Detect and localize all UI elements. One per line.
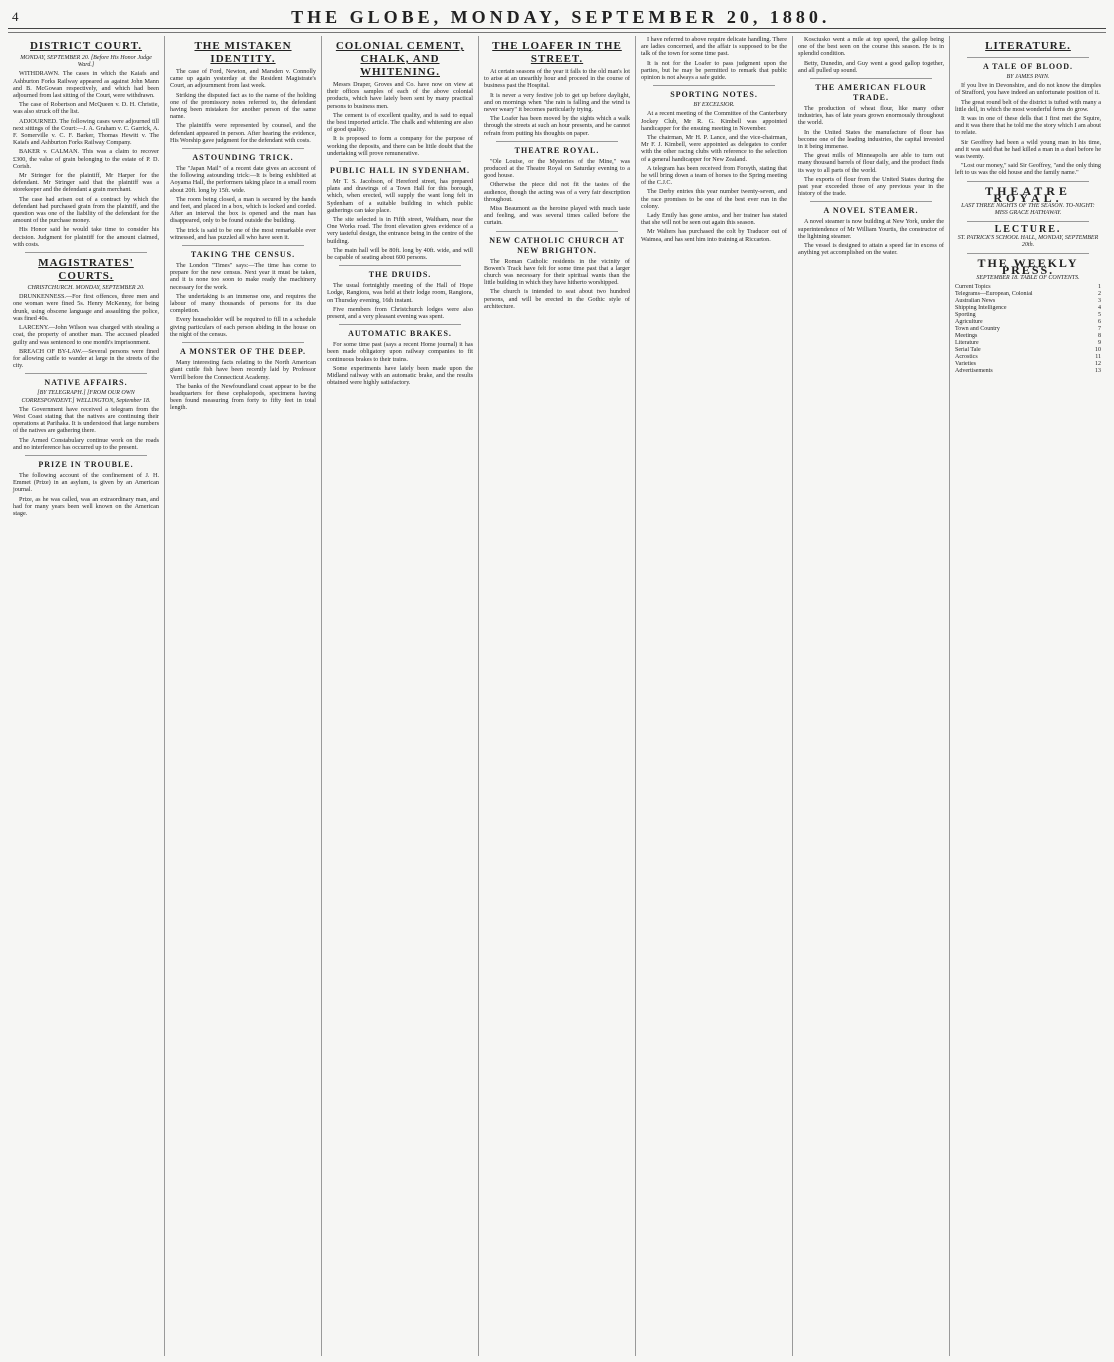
theatre-advert-text: LAST THREE NIGHTS OF THE SEASON. TO-NIGHT: MISS GRACE HATHAWAY. bbox=[961, 203, 1095, 217]
contents-label: Literature bbox=[955, 339, 979, 346]
article-paragraph: BAKER v. CALMAN. This was a claim to recover £300, the value of grain belonging to the estate of P. D. Corish. bbox=[13, 148, 159, 170]
weekly-press-subtitle: SEPTEMBER 18. TABLE OF CONTENTS. bbox=[976, 275, 1080, 282]
contents-label: Telegrams—European, Colonial bbox=[955, 290, 1033, 297]
article-paragraph: WITHDRAWN. The cases in which the Kaiafs and Ashburton Forks Railway appeared as against John Mann and B. McGowan respectively, and which had been adjourned from last sitting of the Court, were withdrawn. bbox=[13, 70, 159, 100]
article-paragraph: The usual fortnightly meeting of the Hall of Hope Lodge, Rangiora, was held at their lodge room, Rangiora, on Thursday evening, 16th instant. bbox=[327, 282, 473, 304]
article-paragraph: Prize, as he was called, was an extraordinary man, and had for many years been well known on the American stage. bbox=[13, 495, 159, 517]
section-divider bbox=[810, 201, 932, 202]
article-paragraph: The room being closed, a man is secured by the hands and feet, and placed in a box, which is locked and corded. After an interval the box is opened and the man has disappeared, only to be found outside the building. bbox=[170, 195, 316, 225]
article-paragraph: The case of Robertson and McQueen v. D. H. Christie, was also struck off the list. bbox=[13, 101, 159, 116]
article-paragraph: Mr Stringer for the plaintiff, Mr Harper for the defendant. Mr Stringer said that the plaintiff was a storekeeper and the defendant a grain merchant. bbox=[13, 172, 159, 194]
contents-page: 7 bbox=[1098, 325, 1101, 332]
article-paragraph: Striking the disputed fact as to the name of the holding one of the promissory notes referred to, the defendant having been mistaken for another person of the same name. bbox=[170, 91, 316, 121]
article-paragraph: The Roman Catholic residents in the vicinity of Bowen's Track have felt for some time past that a larger church was necessary for their spiritual wants than the little building in which they have hitherto worshipped. bbox=[484, 257, 630, 287]
article-paragraph: LARCENY.—John Wilson was charged with stealing a coat, the property of another man. The accused pleaded guilty and was sentenced to one month's imprisonment. bbox=[13, 324, 159, 346]
article-paragraph: Mr T. S. Jacobson, of Hereford street, has prepared plans and drawings of a Town Hall for this borough, which, when erected, will supply the want long felt in Sydenham of a suitable building in which public gatherings can take place. bbox=[327, 178, 473, 214]
weekly-press-title: THE WEEKLY PRESS. bbox=[977, 256, 1079, 278]
section-heading: COLONIAL CEMENT, CHALK, AND WHITENING. bbox=[335, 40, 465, 78]
column-4 bbox=[479, 36, 636, 1356]
section-heading: THE LOAFER IN THE STREET. bbox=[492, 40, 622, 65]
section-heading: THEATRE ROYAL. bbox=[514, 145, 600, 155]
contents-page: 8 bbox=[1098, 332, 1101, 339]
article-paragraph: DRUNKENNESS.—For first offences, three men and one woman were fined 5s. Henry McKenny, for being drunk, using obscene language and assaulting the police, was fined 40s. bbox=[13, 293, 159, 322]
article-paragraph: The Armed Constabulary continue work on the roads and no interference has occurred up to the present. bbox=[13, 436, 159, 451]
article-paragraph: The undertaking is an immense one, and requires the labour of many thousands of persons for its due completion. bbox=[170, 292, 316, 315]
section-heading: A TALE OF BLOOD. bbox=[982, 62, 1074, 71]
article-paragraph: Every householder will be required to fill in a schedule giving particulars of each person abiding in the house on the night of the census. bbox=[170, 316, 316, 338]
masthead bbox=[8, 6, 1106, 29]
article-paragraph: The main hall will be 80ft. long by 40ft. wide, and will be capable of seating about 600 persons. bbox=[327, 246, 473, 262]
theatre-advert-title: THEATRE ROYAL. bbox=[985, 183, 1071, 205]
contents-row bbox=[955, 340, 1101, 347]
article-paragraph: Some experiments have lately been made upon the Midland railway with an automatic brake, and the results obtained were highly satisfactory. bbox=[327, 364, 473, 387]
section-divider bbox=[25, 373, 147, 374]
section-heading: NEW CATHOLIC CHURCH AT NEW BRIGHTON. bbox=[489, 235, 625, 255]
article-paragraph: The church is intended to seat about two hundred persons, and will be erected in the Gothic style of architecture. bbox=[484, 288, 630, 310]
contents-label: Varieties bbox=[955, 360, 976, 367]
article-paragraph: The great round belt of the district is tufted with many a little dell, in which the most wonderful ferns do grow. bbox=[955, 98, 1101, 113]
section-subheading: BY JAMES PAYN. bbox=[1006, 74, 1050, 80]
section-divider bbox=[182, 342, 304, 343]
contents-page: 13 bbox=[1095, 367, 1101, 374]
contents-page: 11 bbox=[1095, 353, 1101, 360]
article-paragraph: The vessel is designed to attain a speed far in excess of anything yet accomplished on the water. bbox=[798, 242, 944, 257]
article-paragraph: At certain seasons of the year it falls to the old man's lot to arise at an unearthly hour and proceed in the course of business past the Hospital. bbox=[484, 68, 630, 90]
section-divider bbox=[967, 181, 1089, 182]
contents-label: Sporting bbox=[955, 311, 976, 318]
article-paragraph: The case of Ford, Newton, and Marsden v. Connolly came up again yesterday at the Resident Magistrate's Court, an adjournment from last week. bbox=[170, 68, 316, 90]
section-divider bbox=[339, 265, 461, 266]
column-3 bbox=[322, 36, 479, 1356]
article-paragraph: A telegram has been received from Forsyth, stating that he will bring down a team of horses to the Spring meeting of the C.J.C. bbox=[641, 164, 787, 187]
columns bbox=[8, 36, 1106, 1356]
article-paragraph: The Government have received a telegram from the West Coast stating that the natives are continuing their operations at Parihaka. It is understood that large numbers of the natives are gathering there. bbox=[13, 405, 159, 435]
section-heading: PRIZE IN TROUBLE. bbox=[38, 459, 134, 469]
contents-row bbox=[955, 326, 1101, 333]
article-paragraph: Many interesting facts relating to the North American giant cuttle fish have been recently laid by Professor Verrill before the Connecticut Academy. bbox=[170, 359, 316, 381]
column-7 bbox=[950, 36, 1106, 1356]
column-5 bbox=[636, 36, 793, 1356]
contents-label: Acrostics bbox=[955, 353, 978, 360]
section-divider bbox=[182, 148, 304, 149]
section-divider bbox=[967, 253, 1089, 254]
section-heading: A MONSTER OF THE DEEP. bbox=[180, 347, 306, 357]
article-paragraph: "Lost our money," said Sir Geoffrey, "and the only thing left to us was the old house and the family name." bbox=[955, 162, 1101, 177]
section-heading: SPORTING NOTES. bbox=[670, 90, 758, 100]
article-paragraph: The production of wheat flour, like many other industries, has of late years grown enormously throughout the world. bbox=[798, 105, 944, 127]
section-divider bbox=[339, 161, 461, 162]
article-paragraph: A novel steamer is now building at New York, under the superintendence of Mr William Yourtis, the constructor of the lightning steamer. bbox=[798, 218, 944, 240]
article-paragraph: The plaintiffs were represented by counsel, and the defendant appeared in person. After hearing the evidence, His Worship gave judgment for the defendant with costs. bbox=[170, 122, 316, 144]
section-heading: DISTRICT COURT. bbox=[29, 40, 142, 52]
contents-label: Current Topics bbox=[955, 283, 991, 290]
lecture-advert-text: ST. PATRICK'S SCHOOL HALL, MONDAY, SEPTEMBER 20th. bbox=[957, 234, 1099, 248]
article-paragraph: Sir Geoffrey had been a wild young man in his time, and it was said that he had killed a man in a duel before he was twenty. bbox=[955, 138, 1101, 161]
contents-label: Australian News bbox=[955, 297, 996, 304]
section-divider bbox=[496, 141, 618, 142]
contents-label: Serial Tale bbox=[955, 346, 981, 353]
contents-row bbox=[955, 298, 1101, 305]
section-heading: AUTOMATIC BRAKES. bbox=[348, 329, 452, 339]
section-heading: THE MISTAKEN IDENTITY. bbox=[194, 40, 292, 65]
article-paragraph: Mr Walters has purchased the colt by Traducer out of Waimea, and has sent him into training at Riccarton. bbox=[641, 228, 787, 243]
article-paragraph: The Derby entries this year number twenty-seven, and the race promises to be one of the best ever run in the colony. bbox=[641, 188, 787, 210]
article-paragraph: The case had arisen out of a contract by which the defendant had purchased grain from the plaintiff, and the question was one of the liability of the defendant for the amount of the purchase money. bbox=[13, 195, 159, 225]
article-paragraph: Kosciusko went a mile at top speed, the gallop being one of the best seen on the course this season. He is in splendid condition. bbox=[798, 36, 944, 58]
section-subheading: MONDAY, SEPTEMBER 20. [Before His Honor Judge Ward.] bbox=[20, 55, 152, 69]
section-divider bbox=[653, 85, 775, 86]
article-paragraph: Five members from Christchurch lodges were also present, and a very pleasant evening was spent. bbox=[327, 305, 473, 321]
contents-page: 1 bbox=[1098, 283, 1101, 290]
article-paragraph: The site selected is in Fifth street, Waltham, near the One Works road. The front elevation gives evidence of a very tasteful design, the entrance being in the centre of the building. bbox=[327, 216, 473, 245]
article-paragraph: For some time past (says a recent Home journal) it has been made obligatory upon railway companies to fit continuous brakes to their trains. bbox=[327, 341, 473, 363]
column-1 bbox=[8, 36, 165, 1356]
contents-row bbox=[955, 368, 1101, 375]
article-paragraph: The cement is of excellent quality, and is said to equal the best imported article. The chalk and whitening are also of good quality. bbox=[327, 111, 473, 134]
contents-row bbox=[955, 291, 1101, 298]
section-divider bbox=[339, 324, 461, 325]
contents-row bbox=[955, 333, 1101, 340]
contents-page: 12 bbox=[1095, 360, 1101, 367]
masthead-rule bbox=[8, 29, 1106, 33]
section-heading: THE AMERICAN FLOUR TRADE. bbox=[815, 83, 927, 103]
contents-page: 4 bbox=[1098, 304, 1101, 311]
article-paragraph: Betty, Dunedin, and Guy went a good gallop together, and all pulled up sound. bbox=[798, 59, 944, 74]
contents-label: Advertisements bbox=[955, 367, 993, 374]
contents-row bbox=[955, 354, 1101, 361]
article-paragraph: His Honor said he would take time to consider his decision. Judgment for plaintiff for the amount claimed, with costs. bbox=[13, 226, 159, 248]
article-paragraph: If you live in Devonshire, and do not know the dimples of Strafford, you have indeed an unfortunate position of it. bbox=[955, 82, 1101, 97]
article-paragraph: The London "Times" says:—The time has come to prepare for the new census. Next year it must be taken, and it is none too soon to make ready the machinery necessary for the work. bbox=[170, 262, 316, 291]
article-paragraph: The Loafer has been moved by the sights which a walk through the streets at such an hour presents, and he cannot refrain from putting his thoughts on paper. bbox=[484, 115, 630, 137]
section-divider bbox=[496, 231, 618, 232]
section-subheading: BY EXCELSIOR. bbox=[693, 102, 735, 109]
contents-page: 2 bbox=[1098, 290, 1101, 297]
article-paragraph: It was in one of these dells that I first met the Squire, and it was there that he told me the story which I am about to relate. bbox=[955, 115, 1101, 137]
contents-label: Town and Country bbox=[955, 325, 1000, 332]
contents-page: 6 bbox=[1098, 318, 1101, 325]
section-divider bbox=[810, 78, 932, 79]
article-paragraph: The "Japan Mail" of a recent date gives an account of the following astounding trick:—It is being exhibited at Aoyama Hall, the performers taking place in a small room about 20ft. long by 15ft. wide. bbox=[170, 165, 316, 194]
contents-page: 5 bbox=[1098, 311, 1101, 318]
contents-row bbox=[955, 305, 1101, 312]
contents-page: 3 bbox=[1098, 297, 1101, 304]
column-6 bbox=[793, 36, 950, 1356]
article-paragraph: BREACH OF BY-LAW.—Several persons were fined for allowing cattle to wander at large in the streets of the city. bbox=[13, 347, 159, 370]
article-paragraph: The banks of the Newfoundland coast appear to be the headquarters for these cephalopods, specimens having been found measuring from forty to fifty feet in total length. bbox=[170, 382, 316, 412]
contents-row bbox=[955, 312, 1101, 319]
section-heading: ASTOUNDING TRICK. bbox=[192, 153, 294, 163]
article-paragraph: It is never a very festive job to get up before daylight, and on mornings when "the rain is falling and the wind is never weary" it becomes particularly trying. bbox=[484, 91, 630, 114]
section-divider bbox=[967, 57, 1089, 58]
article-paragraph: In the United States the manufacture of flour has become one of the leading industries, the capital invested in it being immense. bbox=[798, 128, 944, 151]
article-paragraph: At a recent meeting of the Committee of the Canterbury Jockey Club, Mr R. G. Kimbell was appointed handicapper for the ensuing meeting in November. bbox=[641, 110, 787, 132]
section-subheading: CHRISTCHURCH. MONDAY, SEPTEMBER 20. bbox=[27, 285, 145, 292]
article-paragraph: I have referred to above require delicate handling. There are ladies concerned, and the affair is supposed to be the talk of the town for some time past. bbox=[641, 36, 787, 58]
contents-label: Meetings bbox=[955, 332, 978, 339]
section-divider bbox=[25, 455, 147, 456]
section-divider bbox=[182, 245, 304, 246]
section-heading: PUBLIC HALL IN SYDENHAM. bbox=[329, 166, 470, 176]
section-heading: NATIVE AFFAIRS. bbox=[44, 378, 128, 388]
contents-label: Agriculture bbox=[955, 318, 983, 325]
contents-page: 10 bbox=[1095, 346, 1101, 353]
section-subheading: [BY TELEGRAPH.] [FROM OUR OWN CORRESPONDENT.] WELLINGTON, September 18. bbox=[21, 390, 151, 404]
section-heading: TAKING THE CENSUS. bbox=[190, 250, 296, 260]
section-divider bbox=[967, 221, 1089, 222]
page-number: 4 bbox=[12, 9, 20, 24]
contents-page: 9 bbox=[1098, 339, 1101, 346]
article-paragraph: Messrs Draper, Groves and Co. have now on view at their offices samples of each of the above colonial products, which have lately been sent by many practical persons to business men. bbox=[327, 81, 473, 110]
page-title: THE GLOBE, MONDAY, SEPTEMBER 20, 1880. bbox=[291, 6, 831, 27]
contents-label: Shipping Intelligence bbox=[955, 304, 1007, 311]
article-paragraph: "Ole Louise, or the Mysteries of the Mine," was produced at the Theatre Royal on Saturday evening to a good house. bbox=[484, 157, 630, 180]
contents-row bbox=[955, 319, 1101, 326]
article-paragraph: ADJOURNED. The following cases were adjourned till next sittings of the Court:—J. A. Graham v. C. Garrick, A. F. Somerville v. C. F. Barker, Thomas Hewitt v. The Kaiafs and Ashburton Forks Railway Company. bbox=[13, 117, 159, 147]
column-2 bbox=[165, 36, 322, 1356]
article-paragraph: The chairman, Mr H. P. Lance, and the vice-chairman, Mr F. J. Kimbell, were appointed as delegates to confer with the other racing clubs with reference to the selection of a general handicapper for New Zealand. bbox=[641, 134, 787, 163]
article-paragraph: The great mills of Minneapolis are able to turn out many thousand barrels of flour daily, and the product finds its way to all parts of the world. bbox=[798, 152, 944, 174]
section-heading: A NOVEL STEAMER. bbox=[823, 206, 919, 216]
section-heading: LITERATURE. bbox=[985, 40, 1071, 52]
contents-row bbox=[955, 361, 1101, 368]
article-paragraph: It is proposed to form a company for the purpose of working the deposits, and there can be little doubt that the undertaking will prove remunerative. bbox=[327, 135, 473, 157]
article-paragraph: The exports of flour from the United States during the past year exceeded those of any previous year in the history of the trade. bbox=[798, 175, 944, 198]
section-divider bbox=[25, 252, 147, 253]
contents-row bbox=[955, 284, 1101, 291]
article-paragraph: The trick is said to be one of the most remarkable ever witnessed, and has puzzled all who have seen it. bbox=[170, 226, 316, 241]
article-paragraph: Lady Emily has gone amiss, and her trainer has stated that she will not be seen out again this season. bbox=[641, 212, 787, 227]
section-heading: MAGISTRATES' COURTS. bbox=[38, 257, 134, 283]
section-heading: THE DRUIDS. bbox=[368, 270, 432, 280]
article-paragraph: The following account of the confinement of J. H. Emmet (Prize) in an asylum, is given by an American journal. bbox=[13, 471, 159, 494]
contents-row bbox=[955, 347, 1101, 354]
article-paragraph: Otherwise the piece did not fit the tastes of the audience, though the acting was of a very fair description throughout. bbox=[484, 181, 630, 203]
article-paragraph: It is not for the Loafer to pass judgment upon the parties, but he may be permitted to remark that public opinion is not always a safe guide. bbox=[641, 59, 787, 82]
article-paragraph: Miss Beaumont as the heroine played with much taste and feeling, and was several times called before the curtain. bbox=[484, 205, 630, 227]
lecture-advert-title: LECTURE. bbox=[994, 224, 1062, 236]
